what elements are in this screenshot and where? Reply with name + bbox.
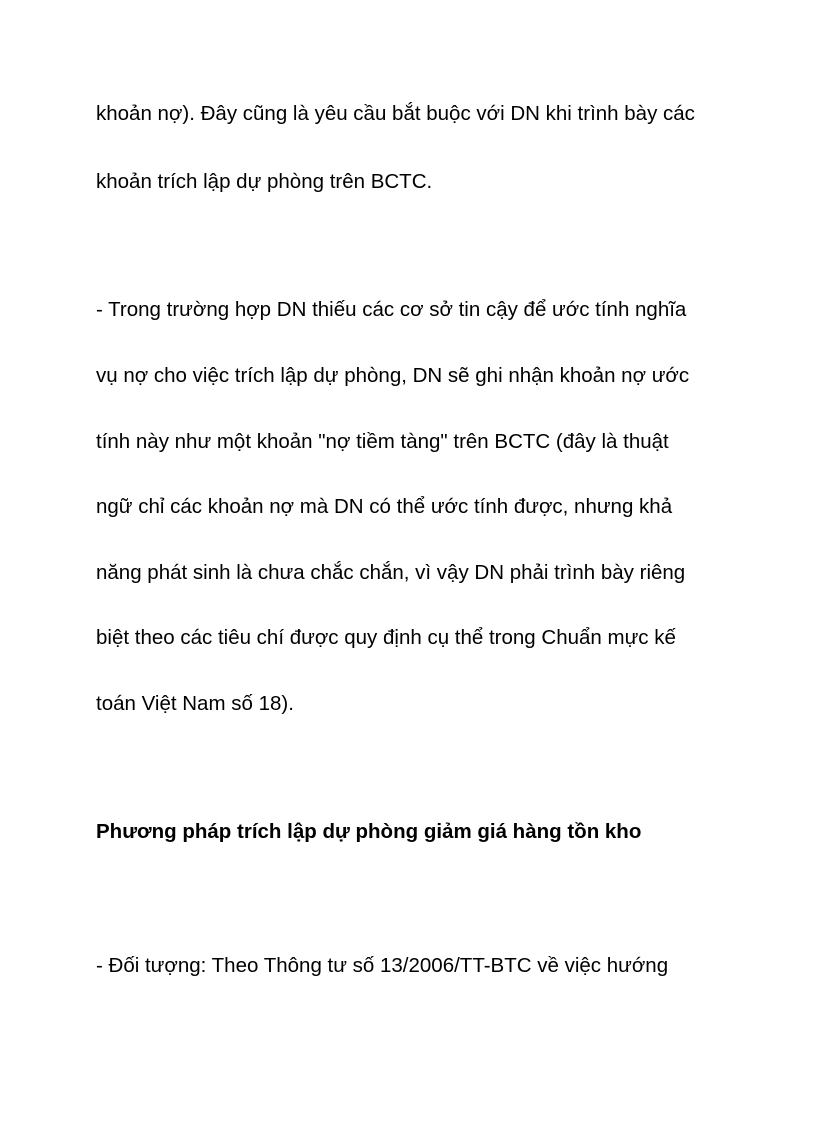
text-line: năng phát sinh là chưa chắc chắn, vì vậy DN phải trình bày riêng [96, 561, 686, 584]
text-line: ngữ chỉ các khoản nợ mà DN có thể ước tính được, nhưng khả [96, 495, 673, 518]
text-line: khoản trích lập dự phòng trên BCTC. [96, 170, 433, 193]
text-line: toán Việt Nam số 18). [96, 692, 294, 715]
text-line: - Đối tượng: Theo Thông tư số 13/2006/TT-BTC về việc hướng [96, 954, 669, 977]
text-line: khoản nợ). Đây cũng là yêu cầu bắt buộc với DN khi trình bày các [96, 102, 695, 125]
text-line: tính này như một khoản "nợ tiềm tàng" trên BCTC (đây là thuật [96, 430, 669, 453]
section-heading: Phương pháp trích lập dự phòng giảm giá hàng tồn kho [96, 820, 642, 843]
text-line: vụ nợ cho việc trích lập dự phòng, DN sẽ ghi nhận khoản nợ ước [96, 364, 690, 387]
text-line: - Trong trường hợp DN thiếu các cơ sở tin cậy để ước tính nghĩa [96, 298, 687, 321]
text-line: biệt theo các tiêu chí được quy định cụ thể trong Chuẩn mực kế [96, 626, 676, 649]
